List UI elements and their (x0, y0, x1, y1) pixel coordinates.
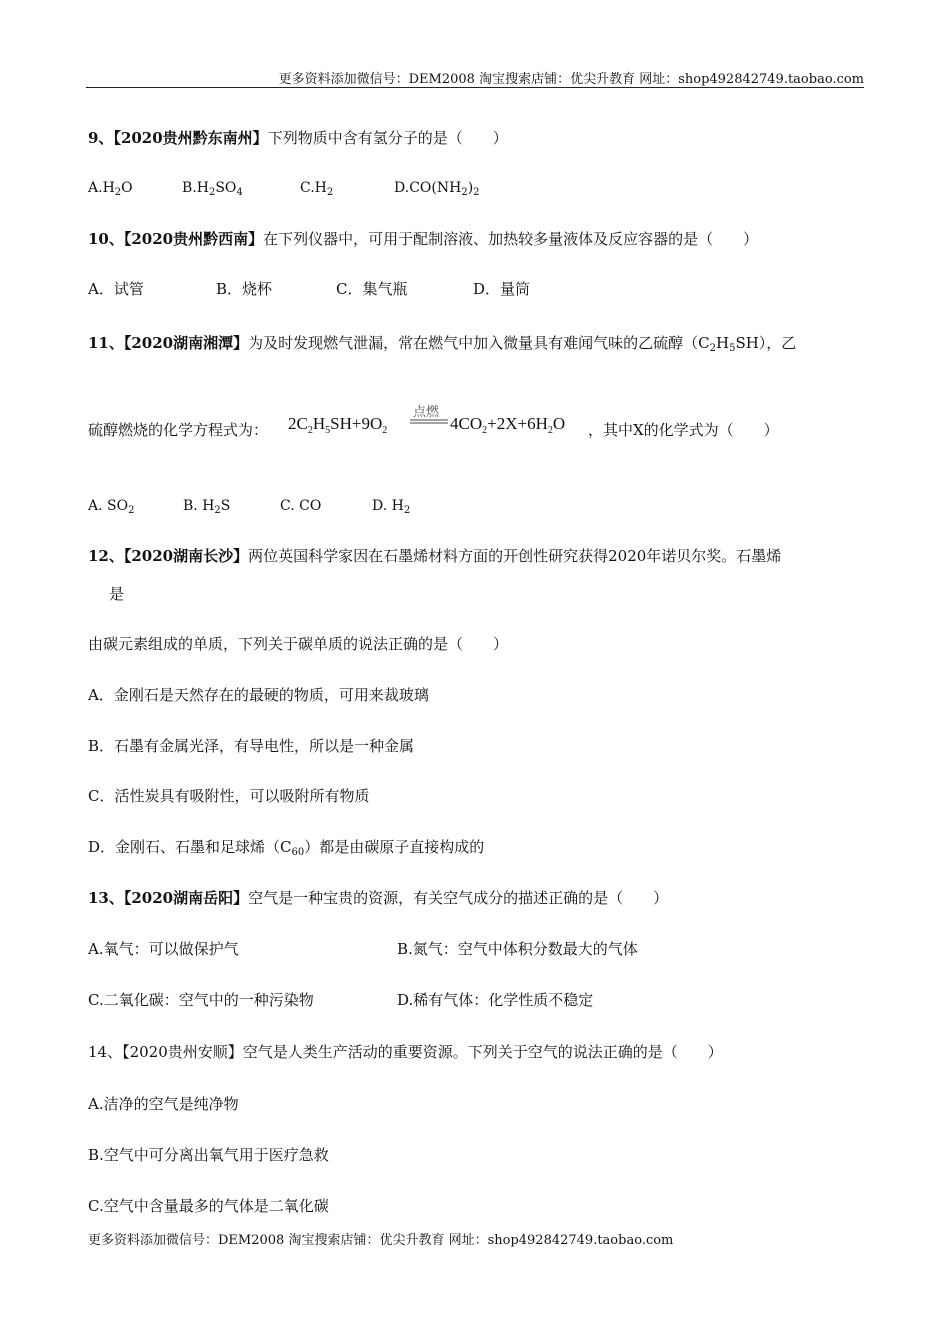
option-c: C．集气瓶 (336, 280, 408, 298)
question-number: 14、 (88, 1043, 123, 1061)
equation-reactants: $2C_2H_5SH+9O_2$ (288, 414, 388, 436)
option-a: A.洁净的空气是纯净物 (88, 1095, 239, 1113)
page-header: 更多资料添加微信号：DEM2008 淘宝搜索店铺：优尖升教育 网址：shop492842749.taobao.com (278, 72, 864, 87)
option-d: D.稀有气体：化学性质不稳定 (397, 991, 594, 1009)
question-source-tag: 【2020湖南湘潭】 (123, 334, 249, 352)
option-d: $D.CO(NH_2)_2$ (394, 180, 480, 198)
option-a: A.氧气：可以做保护气 (88, 940, 239, 958)
question-9 (88, 128, 508, 148)
question-text: 在下列仪器中，可用于配制溶液、加热较多量液体及反应容器的是（ ） (263, 230, 759, 248)
reaction-condition: 点燃 (413, 405, 440, 420)
question-number: 9、 (88, 129, 114, 147)
chemical-equation (288, 405, 588, 445)
question-11-tail: ，其中X的化学式为（ ） (588, 421, 779, 439)
question-11 (88, 333, 796, 353)
question-number: 13、 (88, 889, 124, 907)
option-b: $B.H_2SO_4$ (182, 180, 243, 198)
question-source-tag: 【2020湖南长沙】 (123, 547, 249, 565)
question-11-line2: 硫醇燃烧的化学方程式为： (88, 421, 269, 439)
question-source-tag: 【2020贵州黔西南】 (123, 230, 264, 248)
question-number: 11、 (88, 334, 124, 352)
question-text: 下列物质中含有氢分子的是（ ） (267, 129, 508, 147)
option-a: A. $SO_2$ (88, 498, 135, 516)
option-b: B．石墨有金属光泽，有导电性，所以是一种金属 (88, 737, 415, 755)
question-text: 为及时发现燃气泄漏，常在燃气中加入微量具有难闻气味的乙硫醇$(C_2H_5SH)$，乙 (248, 334, 797, 354)
question-number: 12、 (88, 547, 124, 565)
option-c: C．活性炭具有吸附性，可以吸附所有物质 (88, 787, 370, 805)
question-text: 空气是一种宝贵的资源，有关空气成分的描述正确的是（ ） (248, 889, 669, 907)
option-d: D．金刚石、石墨和足球烯$(C_{60})$都是由碳原子直接构成的 (88, 838, 485, 858)
option-b: B.氮气：空气中体积分数最大的气体 (397, 940, 638, 958)
option-c: C. CO (280, 498, 322, 514)
option-c: C.空气中含量最多的气体是二氧化碳 (88, 1197, 329, 1215)
question-source-tag: 【2020贵州安顺】 (122, 1043, 243, 1061)
page-footer: 更多资料添加微信号：DEM2008 淘宝搜索店铺：优尖升教育 网址：shop492842749.taobao.com (88, 1233, 674, 1248)
question-13 (88, 888, 668, 908)
equation-products: $4CO_2+2X+6H_2O$ (450, 414, 566, 436)
question-source-tag: 【2020贵州黔东南州】 (113, 129, 268, 147)
question-text: 两位英国科学家因在石墨烯材料方面的开创性研究获得2020年诺贝尔奖。石墨烯 (248, 547, 782, 565)
option-c: $C.H_2$ (300, 180, 334, 198)
option-a: A．金刚石是天然存在的最硬的物质，可用来裁玻璃 (88, 686, 429, 704)
question-12-line2: 由碳元素组成的单质，下列关于碳单质的说法正确的是（ ） (88, 635, 509, 653)
option-a: $A.H_2O$ (88, 180, 133, 198)
option-c: C.二氧化碳：空气中的一种污染物 (88, 991, 314, 1009)
option-b: B．烧杯 (216, 280, 273, 298)
option-b: B.空气中可分离出氧气用于医疗急救 (88, 1146, 329, 1164)
option-d: D．量筒 (473, 280, 531, 298)
question-source-tag: 【2020湖南岳阳】 (123, 889, 249, 907)
question-12-wrap: 是 (109, 585, 125, 603)
question-14 (88, 1042, 723, 1062)
question-10 (88, 229, 758, 249)
option-b: B. $H_2S$ (183, 498, 231, 516)
question-text: 空气是人类生产活动的重要资源。下列关于空气的说法正确的是（ ） (242, 1043, 723, 1061)
question-12 (88, 546, 781, 566)
question-number: 10、 (88, 230, 124, 248)
header-rule (86, 87, 864, 88)
option-a: A．试管 (88, 280, 144, 298)
option-d: D. $H_2$ (372, 498, 411, 516)
